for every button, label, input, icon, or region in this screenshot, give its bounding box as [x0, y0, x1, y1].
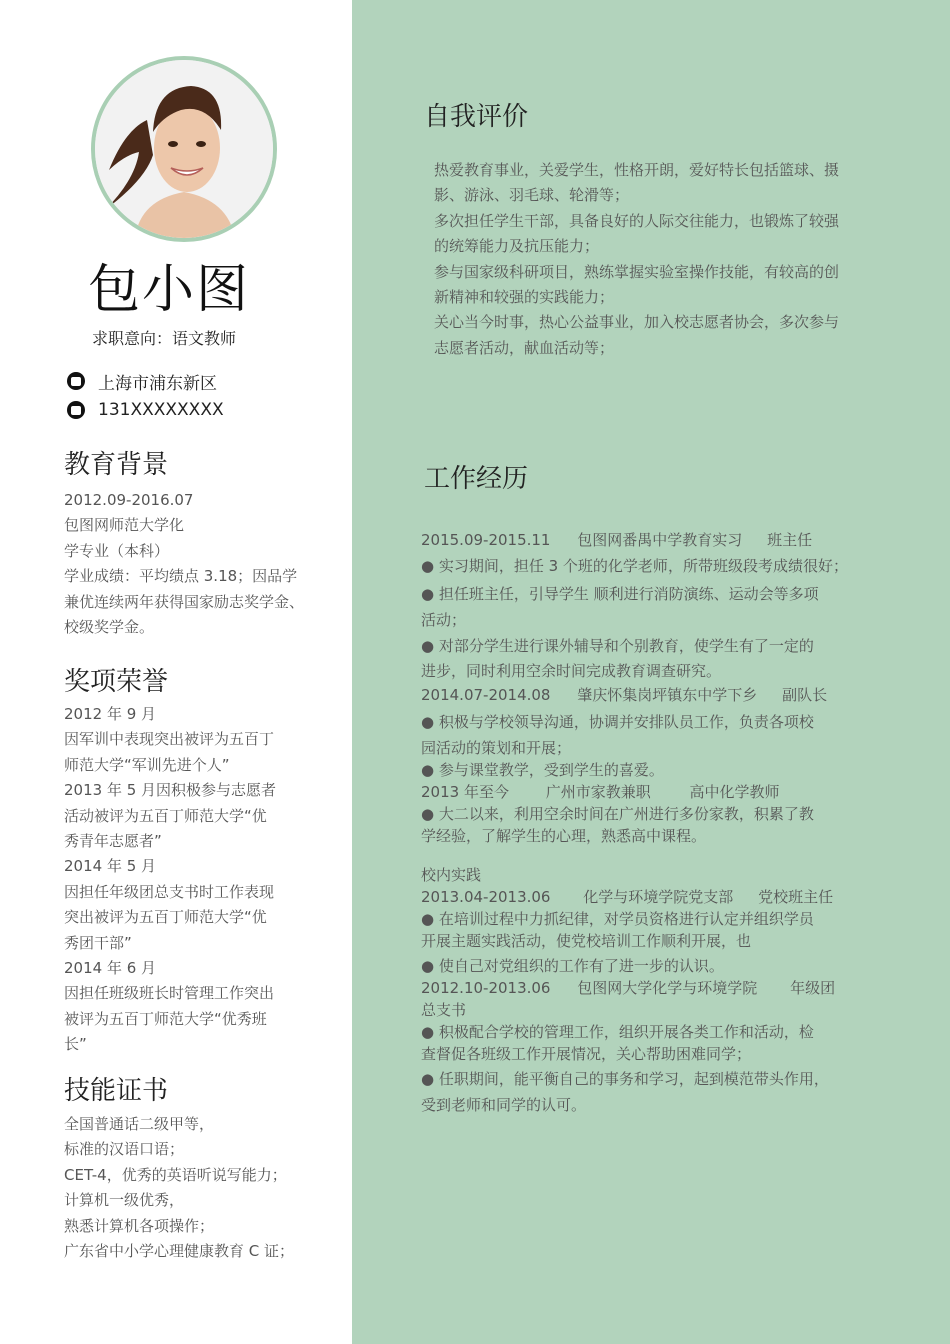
education-text	[64, 488, 314, 640]
job-bullet: ● 在培训过程中力抓纪律，对学员资格进行认定并组织学员	[421, 910, 814, 928]
campus-title: 校内实践	[421, 866, 482, 884]
job-header	[421, 684, 827, 706]
job-bullet: ● 对部分学生进行课外辅导和个别教育，使学生有了一定的	[421, 637, 814, 655]
job-bullet: ● 实习期间，担任 3 个班的化学老师，所带班级段考成绩很好；	[421, 557, 848, 575]
address-text: 上海市浦东新区	[98, 373, 217, 394]
job-role-cont: 总支书	[421, 1001, 467, 1019]
self-eval-line: 新精神和较强的实践能力；	[434, 288, 615, 307]
awards-line: 秀青年志愿者”	[64, 832, 162, 851]
job-bullet-cont: 学经验，了解学生的心理，熟悉高中课程。	[421, 827, 707, 845]
self-eval-line: 多次担任学生干部，具备良好的人际交往能力，也锻炼了较强	[434, 211, 840, 230]
job-date: 2015.09-2015.11	[421, 531, 551, 549]
education-line: 学专业（本科）	[64, 541, 170, 560]
awards-line: 2014 年 5 月	[64, 857, 157, 876]
job-bullet-cont: 受到老师和同学的认可。	[421, 1096, 587, 1114]
job-org: 包图网番禺中学教育实习	[577, 531, 743, 549]
job-header	[421, 781, 780, 803]
address-row	[66, 369, 217, 393]
job-header	[421, 529, 812, 551]
candidate-name: 包小图	[88, 260, 251, 320]
job-role: 班主任	[767, 531, 813, 549]
skills-line: 全国普通话二级甲等，	[64, 1115, 215, 1133]
education-line: 2012.09-2016.07	[64, 491, 194, 509]
phone-icon	[66, 400, 86, 420]
awards-line: 因担任班级班长时管理工作突出	[64, 984, 275, 1003]
job-bullet: ● 积极与学校领导沟通，协调并安排队员工作，负责各项校	[421, 713, 814, 731]
education-line: 校级奖学金。	[64, 618, 155, 637]
job-bullet: ● 积极配合学校的管理工作，组织开展各类工作和活动，检	[421, 1023, 814, 1041]
job-bullet-cont: 活动；	[421, 611, 467, 629]
job-bullet: ● 担任班主任，引导学生 顺利进行消防演练、运动会等多项	[421, 585, 819, 603]
self-eval-line: 热爱教育事业，关爱学生，性格开朗，爱好特长包括篮球、摄	[434, 161, 840, 179]
job-bullet: ● 使自己对党组织的工作有了进一步的认识。	[421, 957, 724, 975]
skills-text	[64, 1112, 344, 1264]
job-date: 2014.07-2014.08	[421, 686, 551, 704]
skills-line: 熟悉计算机各项操作；	[64, 1216, 215, 1235]
self-eval-line: 志愿者活动，献血活动等；	[434, 338, 615, 357]
job-role: 年级团	[790, 979, 836, 997]
self-eval-line: 影、游泳、羽毛球、轮滑等；	[434, 186, 630, 205]
self-eval-text	[434, 158, 874, 361]
awards-line: 2012 年 9 月	[64, 705, 157, 723]
self-eval-line: 参与国家级科研项目，熟练掌握实验室操作技能，有较高的创	[434, 262, 840, 281]
education-line: 兼优连续两年获得国家励志奖学金、	[64, 592, 305, 611]
job-header	[421, 886, 833, 908]
skills-line: 计算机一级优秀，	[64, 1191, 185, 1210]
skills-line: 标准的汉语口语；	[64, 1140, 185, 1159]
work-title: 工作经历	[424, 464, 529, 494]
awards-line: 突出被评为五百丁师范大学“优	[64, 908, 267, 927]
avatar-portrait-icon	[95, 60, 273, 238]
phone-text: 131XXXXXXXX	[98, 400, 224, 420]
self-eval-title: 自我评价	[424, 102, 529, 132]
education-line: 学业成绩：平均绩点 3.18；因品学	[64, 567, 298, 586]
job-bullet-cont: 园活动的策划和开展；	[421, 739, 572, 757]
job-bullet: ● 大二以来，利用空余时间在广州进行多份家教，积累了教	[421, 805, 814, 823]
awards-line: 因军训中表现突出被评为五百丁	[64, 730, 275, 749]
awards-line: 师范大学“军训先进个人”	[64, 755, 230, 774]
job-role: 高中化学教师	[689, 783, 780, 801]
skills-line: CET-4，优秀的英语听说写能力；	[64, 1165, 287, 1184]
job-org: 广州市家教兼职	[545, 783, 651, 801]
education-title: 教育背景	[64, 450, 169, 480]
awards-line: 活动被评为五百丁师范大学“优	[64, 806, 267, 825]
skills-line: 广东省中小学心理健康教育 C 证；	[64, 1242, 295, 1261]
awards-line: 被评为五百丁师范大学“优秀班	[64, 1009, 267, 1028]
awards-text	[64, 702, 314, 1058]
job-bullet: ● 参与课堂教学，受到学生的喜爱。	[421, 761, 664, 779]
job-date: 2013.04-2013.06	[421, 888, 551, 906]
job-bullet: ● 任职期间，能平衡自己的事务和学习，起到模范带头作用，	[421, 1070, 829, 1088]
awards-line: 2014 年 6 月	[64, 959, 157, 978]
self-eval-line: 关心当今时事，热心公益事业，加入校志愿者协会，多次参与	[434, 313, 840, 332]
awards-line: 2013 年 5 月因积极参与志愿者	[64, 781, 277, 800]
job-bullet-cont: 进步，同时利用空余时间完成教育调查研究。	[421, 662, 722, 680]
awards-line: 长”	[64, 1035, 87, 1054]
phone-row	[66, 398, 224, 422]
job-bullet-cont: 开展主题实践活动，使党校培训工作顺利开展，也	[421, 932, 752, 950]
location-icon	[66, 371, 86, 391]
job-role: 党校班主任	[758, 888, 834, 906]
job-date: 2013 年至今	[421, 783, 509, 801]
awards-line: 秀团干部”	[64, 933, 132, 952]
awards-title: 奖项荣誉	[64, 667, 169, 697]
job-role: 副队长	[782, 686, 828, 704]
skills-title: 技能证书	[64, 1076, 169, 1106]
education-line: 包图网师范大学化	[64, 516, 185, 535]
self-eval-line: 的统筹能力及抗压能力；	[434, 237, 600, 256]
job-org: 化学与环境学院党支部	[583, 888, 734, 906]
avatar	[91, 56, 277, 242]
job-org: 肇庆怀集岗坪镇东中学下乡	[577, 686, 758, 704]
job-bullet-cont: 查督促各班级工作开展情况，关心帮助困难同学；	[421, 1045, 752, 1063]
job-date: 2012.10-2013.06	[421, 979, 551, 997]
job-org: 包图网大学化学与环境学院	[577, 979, 758, 997]
awards-line: 因担任年级团总支书时工作表现	[64, 882, 275, 901]
job-header	[421, 977, 835, 999]
job-intent: 求职意向：语文教师	[92, 329, 237, 348]
